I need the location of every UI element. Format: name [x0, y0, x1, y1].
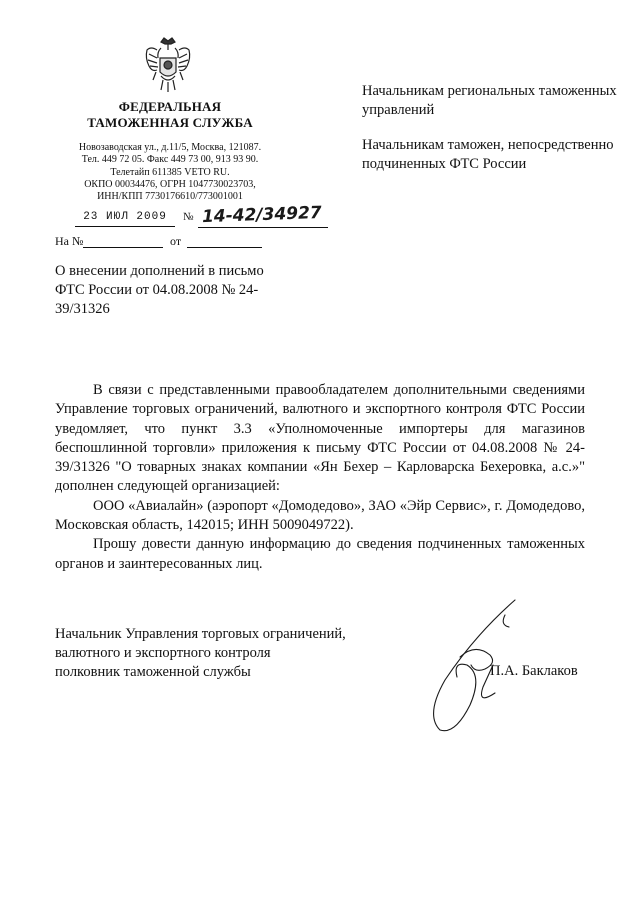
signatory-line1: Начальник Управления торговых ограничений, [55, 626, 346, 642]
sender-org-name [60, 99, 280, 131]
recipient-regional-directorates: Начальникам региональных таможенных управлений [362, 83, 617, 118]
sender-inn: ИНН/КПП 7730176610/773001001 [97, 191, 243, 203]
registration-date-stamp: 23 ИЮЛ 2009 [75, 209, 175, 227]
registration-number-field [198, 201, 328, 228]
registration-line [55, 202, 323, 231]
body-paragraph: Прошу довести данную информацию до сведения подчиненных таможенных органов и заинтересованных лиц. [55, 536, 585, 572]
body-paragraph: ООО «Авиалайн» (аэропорт «Домодедово», ЗАО «Эйр Сервис», г. Домодедово, Московская область, 142015; ИНН 5009049722). [55, 497, 585, 534]
registration-number-label: № [183, 211, 194, 223]
reference-date-label: от [170, 234, 182, 248]
reference-line [55, 234, 295, 252]
sender-codes: ОКПО 00034476, ОГРН 1047730023703, [84, 178, 256, 190]
coat-of-arms-icon [143, 36, 193, 94]
recipients-block [362, 82, 622, 190]
letter-body [55, 381, 585, 574]
org-name-line1: ФЕДЕРАЛЬНАЯ [118, 99, 222, 114]
signatory-line3: полковник таможенной службы [55, 664, 251, 680]
reference-number-blank [83, 247, 163, 248]
reference-number-label: На № [55, 234, 84, 248]
signatory-name: П.А. Баклаков [490, 663, 578, 679]
body-paragraph: В связи с представленными правообладателем дополнительными сведениями Управление торговых ограничений, валютного и экспортного контроля ФТС России уведомляет, что пункт 3.3 «Уполномоченные импортеры для магазинов беспошлинной торговли» приложения к письму ФТС России от 04.08.2008 № 24-39/31326 "О товарных знаках компании «Ян Бехер – Карловарска Бехеровка, а.с.»" дополнен следующей организацией: [55, 382, 585, 495]
signatory-position [55, 625, 385, 682]
signatory-line2: валютного и экспортного контроля [55, 645, 271, 661]
recipient-customs-offices: Начальникам таможен, непосредственно подчиненных ФТС России [362, 137, 614, 172]
registration-number: 14-42/34927 [201, 202, 323, 228]
sender-contacts [60, 142, 280, 203]
sender-phone: Тел. 449 72 05. Факс 449 73 00, 913 93 90. [81, 154, 259, 166]
sender-teletype: Телетайп 611385 VETO RU. [110, 166, 230, 178]
org-name-line2: ТАМОЖЕННАЯ СЛУЖБА [87, 115, 253, 130]
sender-address: Новозаводская ул., д.11/5, Москва, 121087. [78, 142, 262, 153]
reference-date-blank [187, 247, 262, 248]
letter-subject: О внесении дополнений в письмо ФТС России от 04.08.2008 № 24-39/31326 [55, 263, 264, 317]
